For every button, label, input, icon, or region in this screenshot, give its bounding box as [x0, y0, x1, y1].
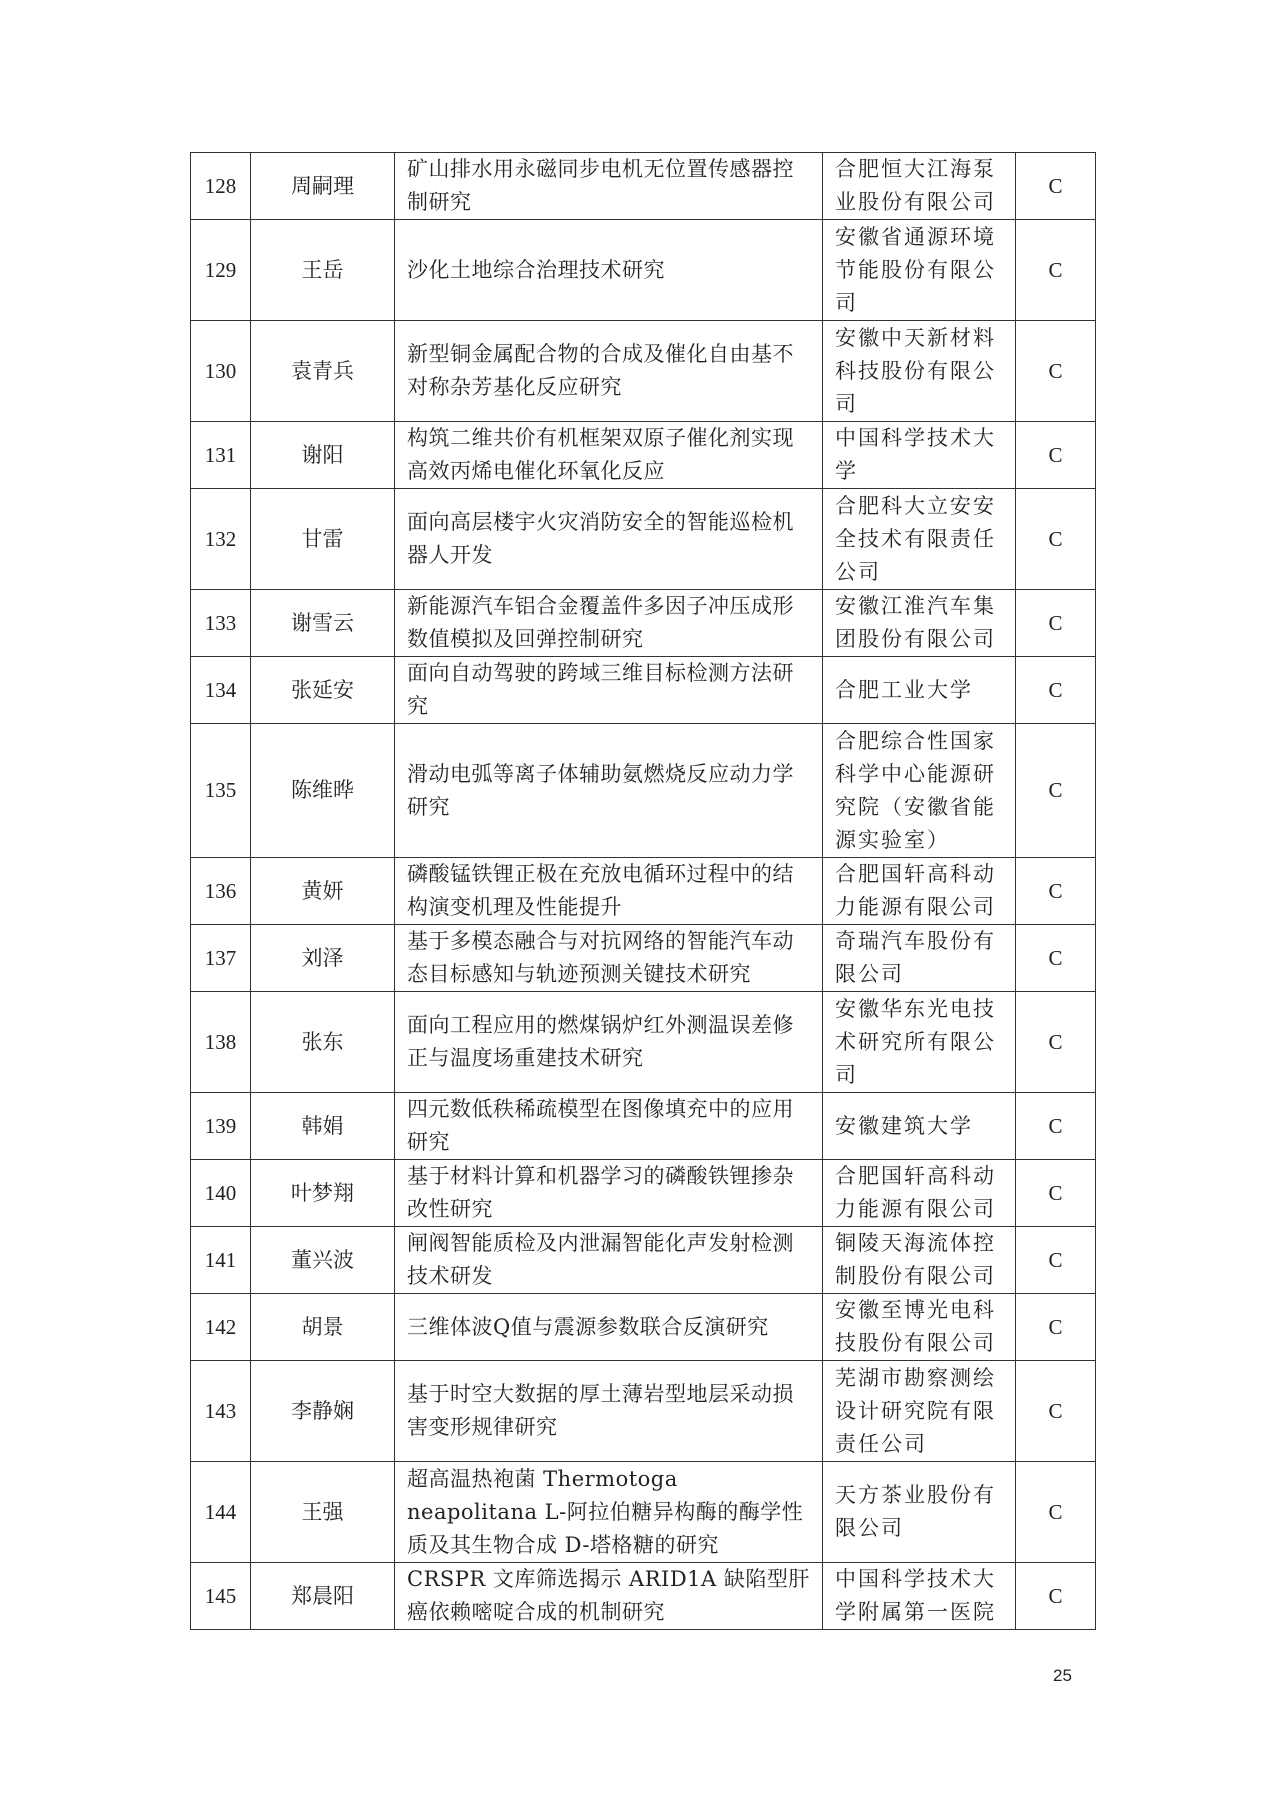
- person-name-cell: 叶梦翔: [251, 1160, 395, 1227]
- organization-cell: 奇瑞汽车股份有限公司: [823, 925, 1016, 992]
- organization-cell: 合肥综合性国家科学中心能源研究院（安徽省能源实验室）: [823, 724, 1016, 858]
- organization-cell: 天方茶业股份有限公司: [823, 1462, 1016, 1563]
- table-row: [191, 1361, 1096, 1462]
- grade-cell: C: [1016, 153, 1096, 220]
- project-title-cell: 新型铜金属配合物的合成及催化自由基不对称杂芳基化反应研究: [395, 321, 823, 422]
- project-title-cell: 基于时空大数据的厚土薄岩型地层采动损害变形规律研究: [395, 1361, 823, 1462]
- grade-cell: C: [1016, 1563, 1096, 1630]
- table-body: [191, 153, 1096, 1630]
- grade-cell: C: [1016, 1227, 1096, 1294]
- row-number-cell: 133: [191, 590, 251, 657]
- person-name-cell: 黄妍: [251, 858, 395, 925]
- organization-cell: 合肥国轩高科动力能源有限公司: [823, 858, 1016, 925]
- organization-cell: 铜陵天海流体控制股份有限公司: [823, 1227, 1016, 1294]
- person-name-cell: 张东: [251, 992, 395, 1093]
- row-number-cell: 134: [191, 657, 251, 724]
- grade-cell: C: [1016, 858, 1096, 925]
- table-row: [191, 153, 1096, 220]
- table-row: [191, 1227, 1096, 1294]
- person-name-cell: 胡景: [251, 1294, 395, 1361]
- person-name-cell: 甘雷: [251, 489, 395, 590]
- project-table: [190, 152, 1096, 1630]
- table-row: [191, 489, 1096, 590]
- project-title-cell: CRSPR 文库筛选揭示 ARID1A 缺陷型肝癌依赖嘧啶合成的机制研究: [395, 1563, 823, 1630]
- table-row: [191, 1294, 1096, 1361]
- person-name-cell: 周嗣理: [251, 153, 395, 220]
- grade-cell: C: [1016, 1462, 1096, 1563]
- row-number-cell: 135: [191, 724, 251, 858]
- project-title-cell: 滑动电弧等离子体辅助氨燃烧反应动力学研究: [395, 724, 823, 858]
- grade-cell: C: [1016, 925, 1096, 992]
- grade-cell: C: [1016, 590, 1096, 657]
- person-name-cell: 王强: [251, 1462, 395, 1563]
- organization-cell: 安徽建筑大学: [823, 1093, 1016, 1160]
- row-number-cell: 137: [191, 925, 251, 992]
- row-number-cell: 141: [191, 1227, 251, 1294]
- grade-cell: C: [1016, 1093, 1096, 1160]
- person-name-cell: 董兴波: [251, 1227, 395, 1294]
- row-number-cell: 129: [191, 220, 251, 321]
- organization-cell: 合肥恒大江海泵业股份有限公司: [823, 153, 1016, 220]
- row-number-cell: 130: [191, 321, 251, 422]
- grade-cell: C: [1016, 992, 1096, 1093]
- project-title-cell: 沙化土地综合治理技术研究: [395, 220, 823, 321]
- table-row: [191, 724, 1096, 858]
- person-name-cell: 刘泽: [251, 925, 395, 992]
- organization-cell: 安徽中天新材料科技股份有限公司: [823, 321, 1016, 422]
- row-number-cell: 136: [191, 858, 251, 925]
- project-title-cell: 矿山排水用永磁同步电机无位置传感器控制研究: [395, 153, 823, 220]
- organization-cell: 芜湖市勘察测绘设计研究院有限责任公司: [823, 1361, 1016, 1462]
- table-row: [191, 422, 1096, 489]
- grade-cell: C: [1016, 220, 1096, 321]
- organization-cell: 安徽华东光电技术研究所有限公司: [823, 992, 1016, 1093]
- grade-cell: C: [1016, 489, 1096, 590]
- organization-cell: 合肥工业大学: [823, 657, 1016, 724]
- page-number: 25: [1053, 1666, 1072, 1685]
- table-row: [191, 220, 1096, 321]
- table-row: [191, 858, 1096, 925]
- grade-cell: C: [1016, 422, 1096, 489]
- project-title-cell: 新能源汽车铝合金覆盖件多因子冲压成形数值模拟及回弹控制研究: [395, 590, 823, 657]
- grade-cell: C: [1016, 321, 1096, 422]
- grade-cell: C: [1016, 1294, 1096, 1361]
- grade-cell: C: [1016, 1160, 1096, 1227]
- grade-cell: C: [1016, 1361, 1096, 1462]
- organization-cell: 安徽至博光电科技股份有限公司: [823, 1294, 1016, 1361]
- grade-cell: C: [1016, 724, 1096, 858]
- row-number-cell: 144: [191, 1462, 251, 1563]
- person-name-cell: 李静娴: [251, 1361, 395, 1462]
- person-name-cell: 袁青兵: [251, 321, 395, 422]
- row-number-cell: 140: [191, 1160, 251, 1227]
- person-name-cell: 谢阳: [251, 422, 395, 489]
- person-name-cell: 陈维晔: [251, 724, 395, 858]
- row-number-cell: 139: [191, 1093, 251, 1160]
- person-name-cell: 谢雪云: [251, 590, 395, 657]
- row-number-cell: 143: [191, 1361, 251, 1462]
- organization-cell: 安徽省通源环境节能股份有限公司: [823, 220, 1016, 321]
- organization-cell: 中国科学技术大学附属第一医院: [823, 1563, 1016, 1630]
- project-title-cell: 面向高层楼宇火灾消防安全的智能巡检机器人开发: [395, 489, 823, 590]
- table-row: [191, 1563, 1096, 1630]
- person-name-cell: 王岳: [251, 220, 395, 321]
- project-title-cell: 超高温热袍菌 Thermotoga neapolitana L-阿拉伯糖异构酶的酶学性质及其生物合成 D-塔格糖的研究: [395, 1462, 823, 1563]
- organization-cell: 合肥国轩高科动力能源有限公司: [823, 1160, 1016, 1227]
- row-number-cell: 131: [191, 422, 251, 489]
- project-title-cell: 磷酸锰铁锂正极在充放电循环过程中的结构演变机理及性能提升: [395, 858, 823, 925]
- project-title-cell: 基于材料计算和机器学习的磷酸铁锂掺杂改性研究: [395, 1160, 823, 1227]
- organization-cell: 合肥科大立安安全技术有限责任公司: [823, 489, 1016, 590]
- table-row: [191, 657, 1096, 724]
- table-row: [191, 1093, 1096, 1160]
- project-title-cell: 四元数低秩稀疏模型在图像填充中的应用研究: [395, 1093, 823, 1160]
- row-number-cell: 132: [191, 489, 251, 590]
- table-row: [191, 590, 1096, 657]
- table-row: [191, 992, 1096, 1093]
- table-row: [191, 321, 1096, 422]
- organization-cell: 安徽江淮汽车集团股份有限公司: [823, 590, 1016, 657]
- project-title-cell: 面向自动驾驶的跨域三维目标检测方法研究: [395, 657, 823, 724]
- project-title-cell: 面向工程应用的燃煤锅炉红外测温误差修正与温度场重建技术研究: [395, 992, 823, 1093]
- row-number-cell: 145: [191, 1563, 251, 1630]
- person-name-cell: 张延安: [251, 657, 395, 724]
- person-name-cell: 郑晨阳: [251, 1563, 395, 1630]
- project-title-cell: 基于多模态融合与对抗网络的智能汽车动态目标感知与轨迹预测关键技术研究: [395, 925, 823, 992]
- person-name-cell: 韩娟: [251, 1093, 395, 1160]
- project-title-cell: 三维体波Q值与震源参数联合反演研究: [395, 1294, 823, 1361]
- row-number-cell: 142: [191, 1294, 251, 1361]
- table-row: [191, 1160, 1096, 1227]
- table-row: [191, 1462, 1096, 1563]
- row-number-cell: 138: [191, 992, 251, 1093]
- row-number-cell: 128: [191, 153, 251, 220]
- table-row: [191, 925, 1096, 992]
- grade-cell: C: [1016, 657, 1096, 724]
- organization-cell: 中国科学技术大学: [823, 422, 1016, 489]
- project-title-cell: 闸阀智能质检及内泄漏智能化声发射检测技术研发: [395, 1227, 823, 1294]
- project-title-cell: 构筑二维共价有机框架双原子催化剂实现高效丙烯电催化环氧化反应: [395, 422, 823, 489]
